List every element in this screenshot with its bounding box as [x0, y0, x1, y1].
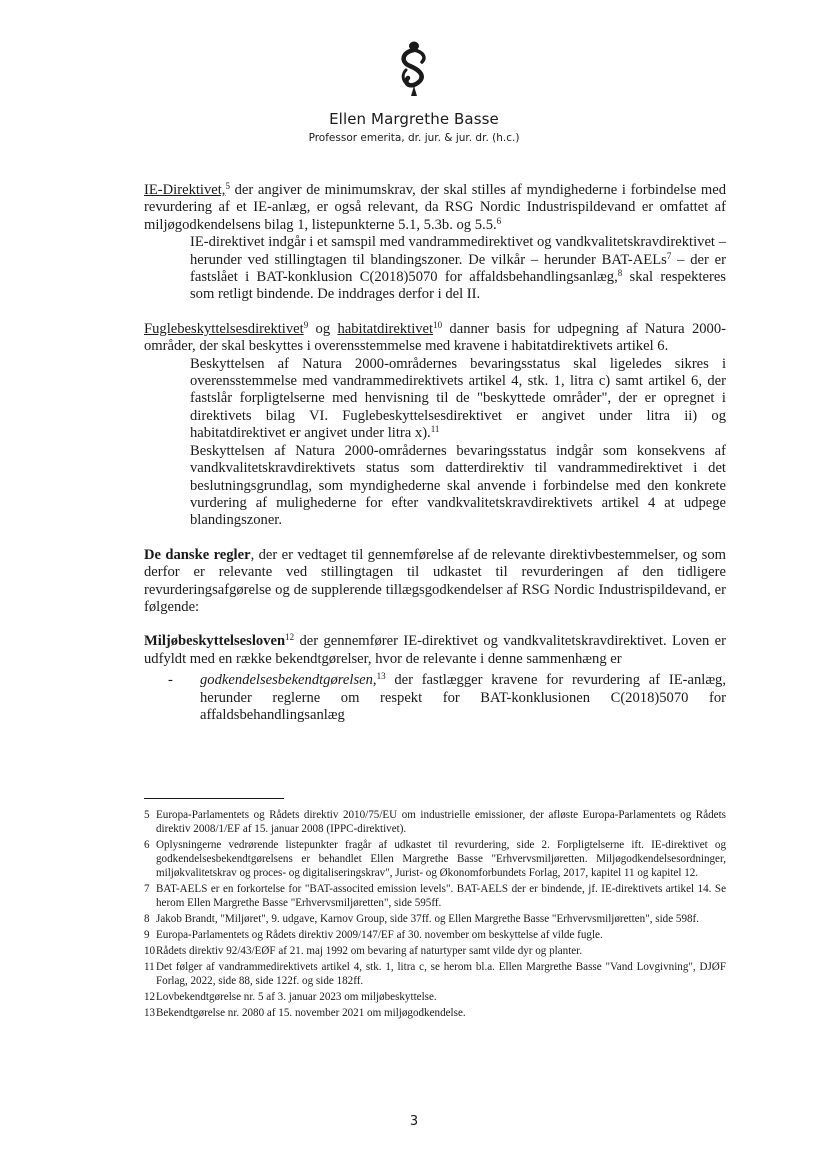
paragraph-natura-mixing-zones: Beskyttelsen af Natura 2000-områdernes bevaringsstatus indgår som konsekvens af vandkvalitetskravdirektivets status som datterdirektiv til vandrammedirektivet i det beslutningsgrundlag, som myndighederne skal anvende i forbindelse med den konkrete vurdering af mulighederne for efter vandkvalitetskravdirektivets artikel 4 at udpege blandingszoner.: [190, 442, 726, 529]
footnote-divider: [144, 798, 284, 799]
footnote: 10 Rådets direktiv 92/43/EØF af 21. maj 1992 om bevaring af naturtyper samt vilde dyr og planter.: [144, 945, 583, 957]
environment-act-heading: Miljøbeskyttelsesloven: [144, 633, 286, 650]
author-title: Professor emerita, dr. jur. & jur. dr. (h.c.): [308, 132, 520, 144]
danish-rules-heading: De danske regler: [144, 546, 251, 563]
footnote: 12 Lovbekendtgørelse nr. 5 af 3. januar 2023 om miljøbeskyttelse.: [144, 991, 437, 1003]
footnote-ref: 11: [430, 424, 440, 435]
list-dash: -: [168, 672, 173, 689]
paragraph-environment-act: Miljøbeskyttelsesloven$^{12}$ der gennemfører IE-direktivet og vandkvalitetskravdirektivet. Loven er udfyldt med en række bekendtgørelser, hvor de relevante i denne sammenhæng er: [144, 632, 726, 667]
list-item: - godkendelsesbekendtgørelsen,$^{13}$ der fastlægger kravene for revurdering af IE-anlæg, herunder reglerne om respekt for BAT-konklusionen C(2018)5070 for affaldsbehandlingsanlæg: [144, 672, 726, 724]
footnote: 6 Oplysningerne vedrørende listepunkter fragår af udkastet til revurdering, side 2. Forpligtelserne ift. IE-direktivet og godkendelsesbekendtgørelsens er behandlet Ellen Margrethe Basse "Erhvervsmiljøretten. Miljøgodkendelsesordninger, miljøkvalitetskrav og proces- og digitaliseringskrav", Jurist- og Økonomforbundets Forlag, 2017, kapitel 11 og kapitel 12.: [144, 839, 726, 879]
ie-directive-link: IE-Direktivet,: [144, 182, 226, 198]
footnote-ref: 6: [496, 215, 502, 226]
footnote-ref: 10: [433, 319, 443, 330]
footnotes: [144, 808, 726, 1022]
footnote: 9 Europa-Parlamentets og Rådets direktiv 2009/147/EF af 30. november om beskyttelse af vilde fugle.: [144, 929, 603, 941]
footnote-ref: 9: [303, 319, 309, 330]
approval-order-title: godkendelsesbekendtgørelsen,: [200, 672, 377, 689]
body-text: [144, 182, 726, 724]
footnote-ref: 5: [225, 181, 230, 191]
paragraph-ie-directive: IE-Direktivet,$^5$ der angiver de minimumskrav, der skal stilles af myndighederne i forbindelse med revurdering af et IE-anlæg, er også relevant, da RSG Nordic Industrispildevand er omfattet af miljøgodkendelsens bilag 1, listepunkterne 5.1, 5.3b. og 5.5.$^6$: [144, 181, 726, 233]
habitat-directive-link: habitatdirektivet: [337, 320, 434, 337]
author-name: Ellen Margrethe Basse: [329, 110, 499, 128]
footnote: 5 Europa-Parlamentets og Rådets direktiv 2010/75/EU om industrielle emissioner, der afløste Europa-Parlamentets og Rådets direktiv 2008/1/EF af 15. januar 2008 (IPPC-direktivet).: [144, 809, 726, 835]
footnote-ref: 13: [376, 671, 386, 682]
footnote-ref: 12: [285, 632, 295, 643]
footnote: 11 Det følger af vandrammedirektivets artikel 4, stk. 1, litra c, se herom bl.a. Ellen Margrethe Basse "Vand Lovgivning", DJØF Forlag, 2022, side 88, side 122f. og side 182ff.: [144, 961, 726, 987]
logo-icon: [392, 40, 436, 102]
footnote: 8 Jakob Brandt, "Miljøret", 9. udgave, Karnov Group, side 37ff. og Ellen Margrethe Basse "Erhvervsmiljøretten", side 598f.: [144, 913, 700, 925]
paragraph-natura-protection: Beskyttelsen af Natura 2000-områdernes bevaringsstatus skal ligeledes sikres i overensstemmelse med vandrammedirektivets artikel 4, stk. 1, litra c) samt artikel 6, der fastslår forpligtelserne med henvisning til de "beskyttede områder", der er opregnet i direktivets bilag VI. Fuglebeskyttelsesdirektivet er angivet under litra ii) og habitatdirektivet er angivet under litra x).$^{11}$: [190, 355, 726, 442]
footnote-ref: 7: [666, 250, 672, 261]
bird-directive-link: Fuglebeskyttelsesdirektivet: [144, 320, 304, 337]
letterhead: [0, 40, 828, 144]
paragraph-danish-rules: De danske regler, der er vedtaget til gennemførelse af de relevante direktivbestemmelser, og som derfor er relevante ved stillingtagen til udkastet til revurderingen af den tidligere revurderingsafgørelse og de supplerende tillægsgodkendelser af RSG Nordic Industrispildevand, er følgende:: [144, 546, 726, 615]
page-number: 3: [409, 1114, 419, 1129]
footnote-ref: 8: [617, 268, 623, 279]
paragraph-ie-interplay: IE-direktivet indgår i et samspil med vandrammedirektivet og vandkvalitetskravdirektivet – herunder ved stillingtagen til blandingszoner. De vilkår – herunder BAT-AELs$^7$ – der er fastslået i BAT-konklusion C(2018)5070 for affaldsbehandlingsanlæg,$^8$ skal respekteres som retligt bindende. De inddrages derfor i del II.: [190, 234, 727, 303]
footnote: 7 BAT-AELS er en forkortelse for "BAT-associted emission levels". BAT-AELS der er bindende, jf. IE-direktivets artikel 14. Se herom Ellen Margrethe Basse "Erhvervsmiljøretten", side 595ff.: [144, 883, 726, 909]
paragraph-bird-habitat: Fuglebeskyttelsesdirektivet$^9$ og habitatdirektivet$^{10}$ danner basis for udpegning af Natura 2000-områder, der skal beskyttes i overensstemmelse med kravene i habitatdirektivets artikel 6.: [144, 319, 726, 355]
footnote: 13 Bekendtgørelse nr. 2080 af 15. november 2021 om miljøgodkendelse.: [144, 1007, 466, 1019]
